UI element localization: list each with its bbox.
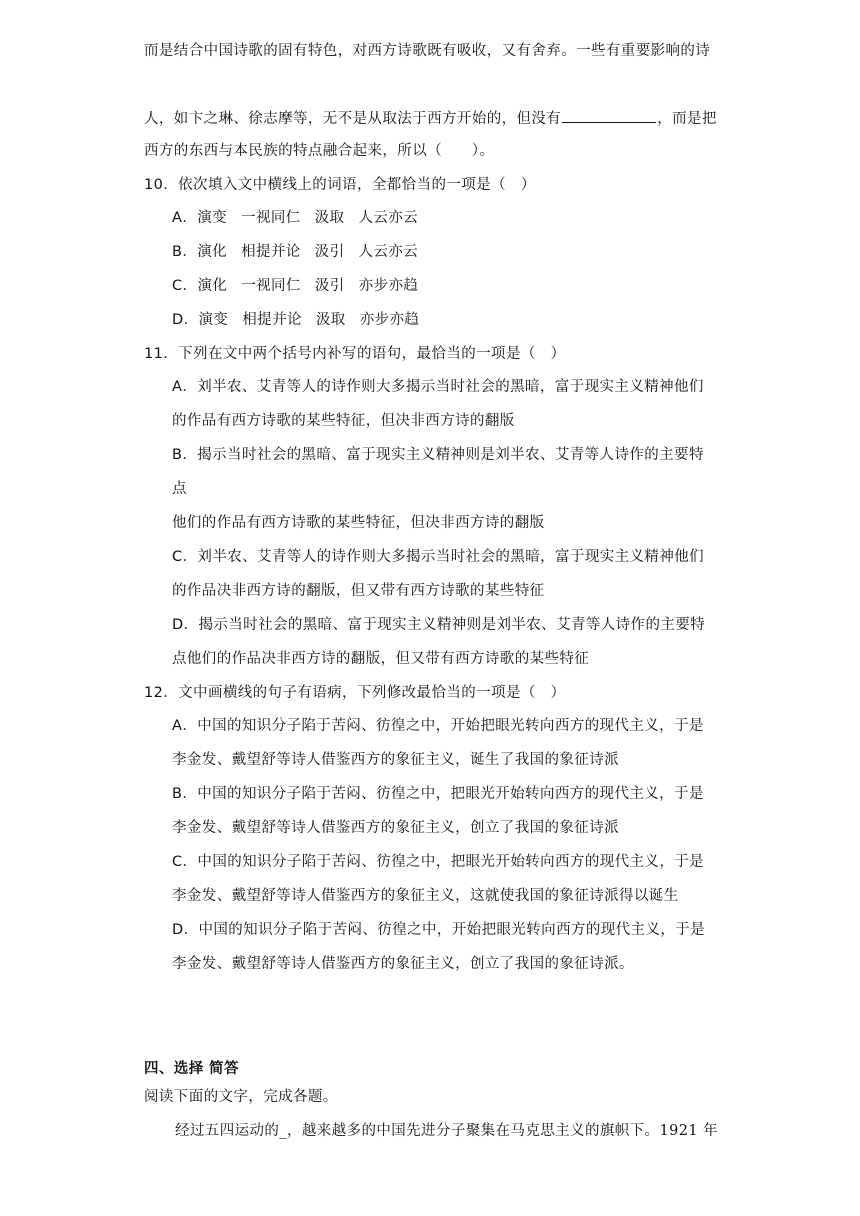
- section-4-title: 四、选择 简答: [144, 1061, 239, 1077]
- question-11-option-b-line-2: 点: [172, 481, 187, 497]
- option-word: 人云亦云: [358, 210, 419, 226]
- option-word: 演化: [197, 244, 228, 260]
- option-word: 演化: [197, 278, 228, 294]
- option-letter: D．: [172, 312, 199, 328]
- question-10-option-d: [172, 310, 419, 330]
- question-12-stem: 12．文中画横线的句子有语病，下列修改最恰当的一项是（ ）: [144, 685, 566, 701]
- option-word: 汲取: [314, 210, 345, 226]
- question-11-option-c-line-1: C．刘半农、艾青等人的诗作则大多揭示当时社会的黑暗，富于现实主义精神他们: [172, 549, 705, 565]
- passage-line-2-text-a: 人，如卞之琳、徐志摩等，无不是从取法于西方开始的，但没有: [144, 111, 562, 127]
- option-word: 相提并论: [241, 244, 301, 260]
- question-12-option-c-line-1: C．中国的知识分子陷于苦闷、彷徨之中，把眼光开始转向西方的现代主义，于是: [172, 854, 705, 870]
- passage-line-1: 而是结合中国诗歌的固有特色，对西方诗歌既有吸收，又有舍弃。一些有重要影响的诗: [144, 43, 711, 59]
- question-12-option-c-line-2: 李金发、戴望舒等诗人借鉴西方的象征主义，这就使我国的象征诗派得以诞生: [172, 888, 679, 904]
- question-12-option-b-line-1: B．中国的知识分子陷于苦闷、彷徨之中，把眼光开始转向西方的现代主义，于是: [172, 786, 704, 802]
- option-word: 汲引: [314, 278, 345, 294]
- option-word: 汲取: [315, 312, 346, 328]
- question-11-stem: 11．下列在文中两个括号内补写的语句，最恰当的一项是（ ）: [144, 346, 566, 362]
- option-word: 人云亦云: [358, 244, 419, 260]
- question-11-option-b-line-1: B．揭示当时社会的黑暗、富于现实主义精神则是刘半农、艾青等人诗作的主要特: [172, 447, 704, 463]
- option-word: 亦步亦趋: [358, 278, 419, 294]
- question-12-option-d-line-2: 李金发、戴望舒等诗人借鉴西方的象征主义，创立了我国的象征诗派。: [172, 956, 634, 972]
- option-word: 一视同仁: [241, 278, 301, 294]
- option-word: 亦步亦趋: [359, 312, 420, 328]
- option-letter: C．: [172, 278, 198, 294]
- passage-line-3: 西方的东西与本民族的特点融合起来，所以（ ）。: [144, 143, 495, 159]
- question-11-option-c-line-2: 的作品决非西方诗的翻版，但又带有西方诗歌的某些特征: [172, 583, 545, 599]
- question-10-option-c: [172, 276, 418, 296]
- question-11-option-a-line-2: 的作品有西方诗歌的某些特征，但决非西方诗的翻版: [172, 413, 515, 429]
- option-letter: A．: [172, 210, 198, 226]
- question-12-option-a-line-1: A．中国的知识分子陷于苦闷、彷徨之中，开始把眼光转向西方的现代主义，于是: [172, 718, 704, 734]
- passage-line-2: [144, 108, 717, 129]
- question-10-option-b: [172, 242, 418, 262]
- section-4-instruction: 阅读下面的文字，完成各题。: [144, 1089, 338, 1105]
- fill-blank-line: [562, 108, 656, 123]
- question-11-option-b-line-3: 他们的作品有西方诗歌的某些特征，但决非西方诗的翻版: [172, 515, 545, 531]
- option-word: 演变: [198, 312, 229, 328]
- option-word: 汲引: [314, 244, 345, 260]
- option-word: 相提并论: [242, 312, 302, 328]
- option-word: 演变: [197, 210, 228, 226]
- question-12-option-b-line-2: 李金发、戴望舒等诗人借鉴西方的象征主义，创立了我国的象征诗派: [172, 820, 619, 836]
- question-11-option-d-line-1: D．揭示当时社会的黑暗、富于现实主义精神则是刘半农、艾青等人诗作的主要特: [172, 617, 706, 633]
- section-4-passage-line-1: 经过五四运动的_，越来越多的中国先进分子聚集在马克思主义的旗帜下。1921 年: [175, 1123, 718, 1139]
- option-letter: B．: [172, 244, 198, 260]
- question-12-option-a-line-2: 李金发、戴望舒等诗人借鉴西方的象征主义，诞生了我国的象征诗派: [172, 752, 619, 768]
- question-10-stem: 10．依次填入文中横线上的词语，全都恰当的一项是（ ）: [144, 177, 536, 193]
- question-10-option-a: [172, 208, 418, 228]
- option-word: 一视同仁: [241, 210, 301, 226]
- question-12-option-d-line-1: D．中国的知识分子陷于苦闷、彷徨之中，开始把眼光转向西方的现代主义，于是: [172, 922, 706, 938]
- question-11-option-a-line-1: A．刘半农、艾青等人的诗作则大多揭示当时社会的黑暗，富于现实主义精神他们: [172, 379, 704, 395]
- passage-line-2-text-b: ，而是把: [657, 111, 717, 127]
- question-11-option-d-line-2: 点他们的作品决非西方诗的翻版，但又带有西方诗歌的某些特征: [172, 651, 590, 667]
